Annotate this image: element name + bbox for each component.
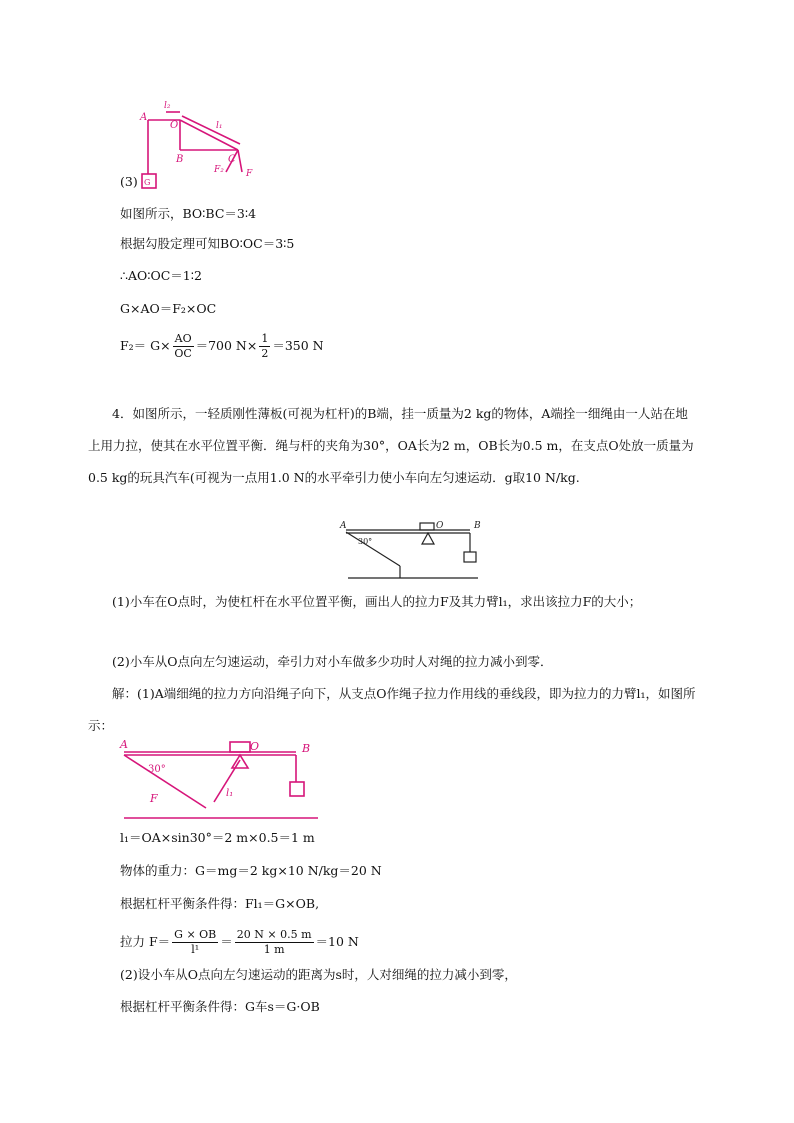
sol3-line5: F₂＝ G× $\frac{AO}{OC}$ ＝700 N× $\frac{1}{2}$ ＝350 N	[120, 332, 324, 360]
fig3-angle: 30°	[148, 764, 166, 775]
sol3-line4: G×AO＝F₂×OC	[120, 301, 217, 316]
fig2-label-B: B	[474, 521, 481, 531]
fig2-label-A: A	[340, 521, 347, 531]
sol4-line5: (2)设小车从O点向左匀速运动的距离为s时，人对细绳的拉力减小到零，	[120, 967, 517, 982]
lever-solution-figure	[118, 738, 328, 828]
fig1-label-O: O	[170, 120, 179, 131]
sol3-line3: ∴AO∶OC＝1∶2	[120, 268, 202, 283]
lever-figure-4	[338, 518, 488, 588]
fig1-label-G: G	[144, 178, 151, 187]
question-4-sub1: (1)小车在O点时，为使杠杆在水平位置平衡，画出人的拉力F及其力臂l₁，求出该拉力F的大小；	[112, 594, 642, 609]
fig3-label-l1: l₁	[226, 788, 234, 799]
fig1-label-C: C	[228, 154, 236, 165]
sol4-line2: 物体的重力：G＝mg＝2 kg×10 N/kg＝20 N	[120, 863, 382, 878]
fig1-label-l2: l₂	[164, 101, 171, 111]
sol3-line2: 根据勾股定理可知BO∶OC＝3∶5	[120, 236, 295, 251]
fig1-label-F: F	[246, 169, 253, 179]
question-4-solution-intro: 解：(1)A端细绳的拉力方向沿绳子向下，从支点O作绳子拉力作用线的垂线段，即为拉力的力臂l₁，如图所示：	[88, 686, 696, 733]
sol4-line4: 拉力 F＝ $\frac{G \times OB}{\text{l¹}}$ ＝ $\frac{20 N \times 0.5 m}{1 m}$ ＝10 N	[120, 928, 359, 956]
fig1-label-F2: F₂	[214, 165, 224, 175]
question-4-sub2: (2)小车从O点向左匀速运动，牵引力对小车做多少功时人对绳的拉力减小到零．	[112, 654, 553, 669]
fig3-label-F: F	[150, 792, 158, 805]
fig2-label-O: O	[436, 521, 444, 531]
question-4-text: 4．如图所示，一轻质刚性薄板(可视为杠杆)的B端，挂一质量为2 kg的物体，A端拴一细绳由一人站在地上用力拉，使其在水平位置平衡．绳与杆的夹角为30°，OA长为2 m，OB长为0.5 m，在支点O处放一质量为0.5 kg的玩具汽车(可视为一点用1.0 N的水平牵引力使小车向左匀速运动．g取10 N/kg.	[88, 406, 694, 485]
fig1-caption: (3)	[120, 174, 138, 189]
sol4-line1: l₁＝OA×sin30°＝2 m×0.5＝1 m	[120, 830, 315, 845]
sol4-line3: 根据杠杆平衡条件得：Fl₁＝G×OB,	[120, 896, 320, 911]
sol3-line1: 如图所示，BO∶BC＝3∶4	[120, 206, 257, 221]
lever-figure-3	[118, 92, 268, 192]
fig3-label-O: O	[250, 740, 260, 753]
sol4-line6: 根据杠杆平衡条件得：G车s＝G·OB	[120, 999, 320, 1014]
fig1-label-B: B	[176, 154, 184, 165]
fig1-label-A: A	[140, 112, 148, 123]
fig2-angle: 30°	[358, 537, 373, 546]
fig3-label-A: A	[120, 738, 128, 751]
fig3-label-B: B	[302, 742, 311, 755]
fig1-label-l1: l₁	[216, 121, 223, 131]
